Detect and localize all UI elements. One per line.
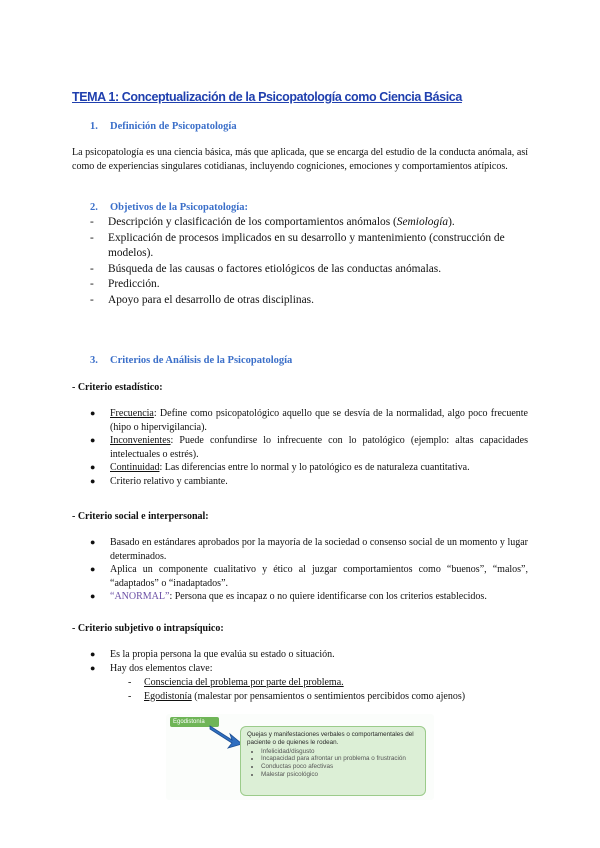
- list-item: - Búsqueda de las causas o factores etiológicos de las conductas anómalas.: [90, 262, 442, 275]
- bullet-icon: ●: [90, 564, 96, 574]
- bullet-icon: ●: [90, 475, 96, 486]
- egodistonia-figure: [166, 714, 434, 800]
- list-item: ● Frecuencia: Define como psicopatológico aquello que se desvía de la normalidad, algo poco frecuente (hipo o hipervigilancia).: [90, 408, 528, 433]
- bullet-icon: ●: [90, 435, 96, 445]
- objectives-list: [90, 215, 530, 308]
- bullet-icon: ●: [90, 649, 96, 659]
- section-heading-1: [90, 121, 237, 132]
- list-item: - Descripción y clasificación de los comportamientos anómalos (Semiología).: [90, 216, 455, 228]
- page-title: TEMA 1: Conceptualización de la Psicopatología como Ciencia Básica: [72, 90, 462, 104]
- list-item: - Predicción.: [90, 278, 160, 290]
- figure-tag: Egodistonía: [170, 717, 219, 727]
- list-item: - Explicación de procesos implicados en su desarrollo y mantenimiento (construcción de modelos).: [90, 231, 505, 259]
- list-item: ● “ANORMAL”: Persona que es incapaz o no quiere identificarse con los criterios establecidos.: [90, 591, 487, 602]
- section-title: Objetivos de la Psicopatología:: [110, 202, 248, 213]
- list-item: ● Criterio relativo y cambiante.: [90, 475, 228, 487]
- section-title: Definición de Psicopatología: [110, 121, 237, 132]
- list-item: • Malestar psicológico: [261, 771, 419, 779]
- bullet-icon: ●: [90, 408, 96, 418]
- list-item: ● Basado en estándares aprobados por la mayoría de la sociedad o consenso social de un momento y lugar determinados.: [90, 537, 528, 562]
- criterion-subjective-title: - Criterio subjetivo o intrapsíquico:: [72, 623, 224, 634]
- bullet-icon: ●: [90, 537, 96, 547]
- list-item: ● Aplica un componente cualitativo y ético al juzgar comportamientos como “buenos”, “malos”, “adaptados” o “inadaptados”.: [90, 564, 528, 589]
- criterion-statistical-title: - Criterio estadístico:: [72, 382, 163, 393]
- figure-intro: Quejas y manifestaciones verbales o comportamentales del paciente o de quienes le rodean.: [247, 731, 414, 746]
- subjective-sublist: [128, 676, 528, 703]
- section-heading-3: [90, 355, 292, 366]
- criterion-social-title: - Criterio social e interpersonal:: [72, 511, 209, 522]
- list-item: • Infelicidad/disgusto: [261, 748, 419, 756]
- figure-list: [247, 748, 419, 779]
- semiologia-term: Semiología: [396, 216, 449, 228]
- list-item: • Incapacidad para afrontar un problema o frustración: [261, 755, 419, 763]
- section-number: 2.: [90, 202, 98, 213]
- list-item: - Egodistonía (malestar por pensamientos o sentimientos percibidos como ajenos): [128, 690, 466, 702]
- list-item: • Conductas poco afectivas: [261, 763, 419, 771]
- list-item: ● Es la propia persona la que evalúa su estado o situación.: [90, 649, 335, 660]
- social-list: [90, 536, 528, 604]
- list-item: ● Hay dos elementos clave:: [90, 662, 213, 674]
- bullet-icon: ●: [90, 662, 96, 673]
- figure-box: [240, 726, 426, 796]
- bullet-icon: ●: [90, 591, 96, 601]
- list-item: - Apoyo para el desarrollo de otras disciplinas.: [90, 293, 314, 306]
- definition-paragraph: La psicopatología es una ciencia básica, más que aplicada, que se encarga del estudio de la conducta anómala, así como de experiencias singulares cotidianas, incluyendo cogniciones, emociones y comportamientos atípicos.: [72, 147, 528, 172]
- subjective-list: [90, 648, 528, 675]
- list-item: ● Continuidad: Las diferencias entre lo normal y lo patológico es de naturaleza cuantitativa.: [90, 462, 470, 473]
- section-title: Criterios de Análisis de la Psicopatología: [110, 355, 293, 366]
- list-item: - Consciencia del problema por parte del problema.: [128, 677, 344, 688]
- list-item: ● Inconvenientes: Puede confundirse lo infrecuente con lo patológico (ejemplo: altas capacidades intelectuales o estrés).: [90, 435, 528, 460]
- section-heading-2: [90, 202, 248, 213]
- section-number: 1.: [90, 121, 98, 132]
- section-number: 3.: [90, 355, 98, 366]
- statistical-list: [90, 407, 528, 488]
- bullet-icon: ●: [90, 462, 96, 472]
